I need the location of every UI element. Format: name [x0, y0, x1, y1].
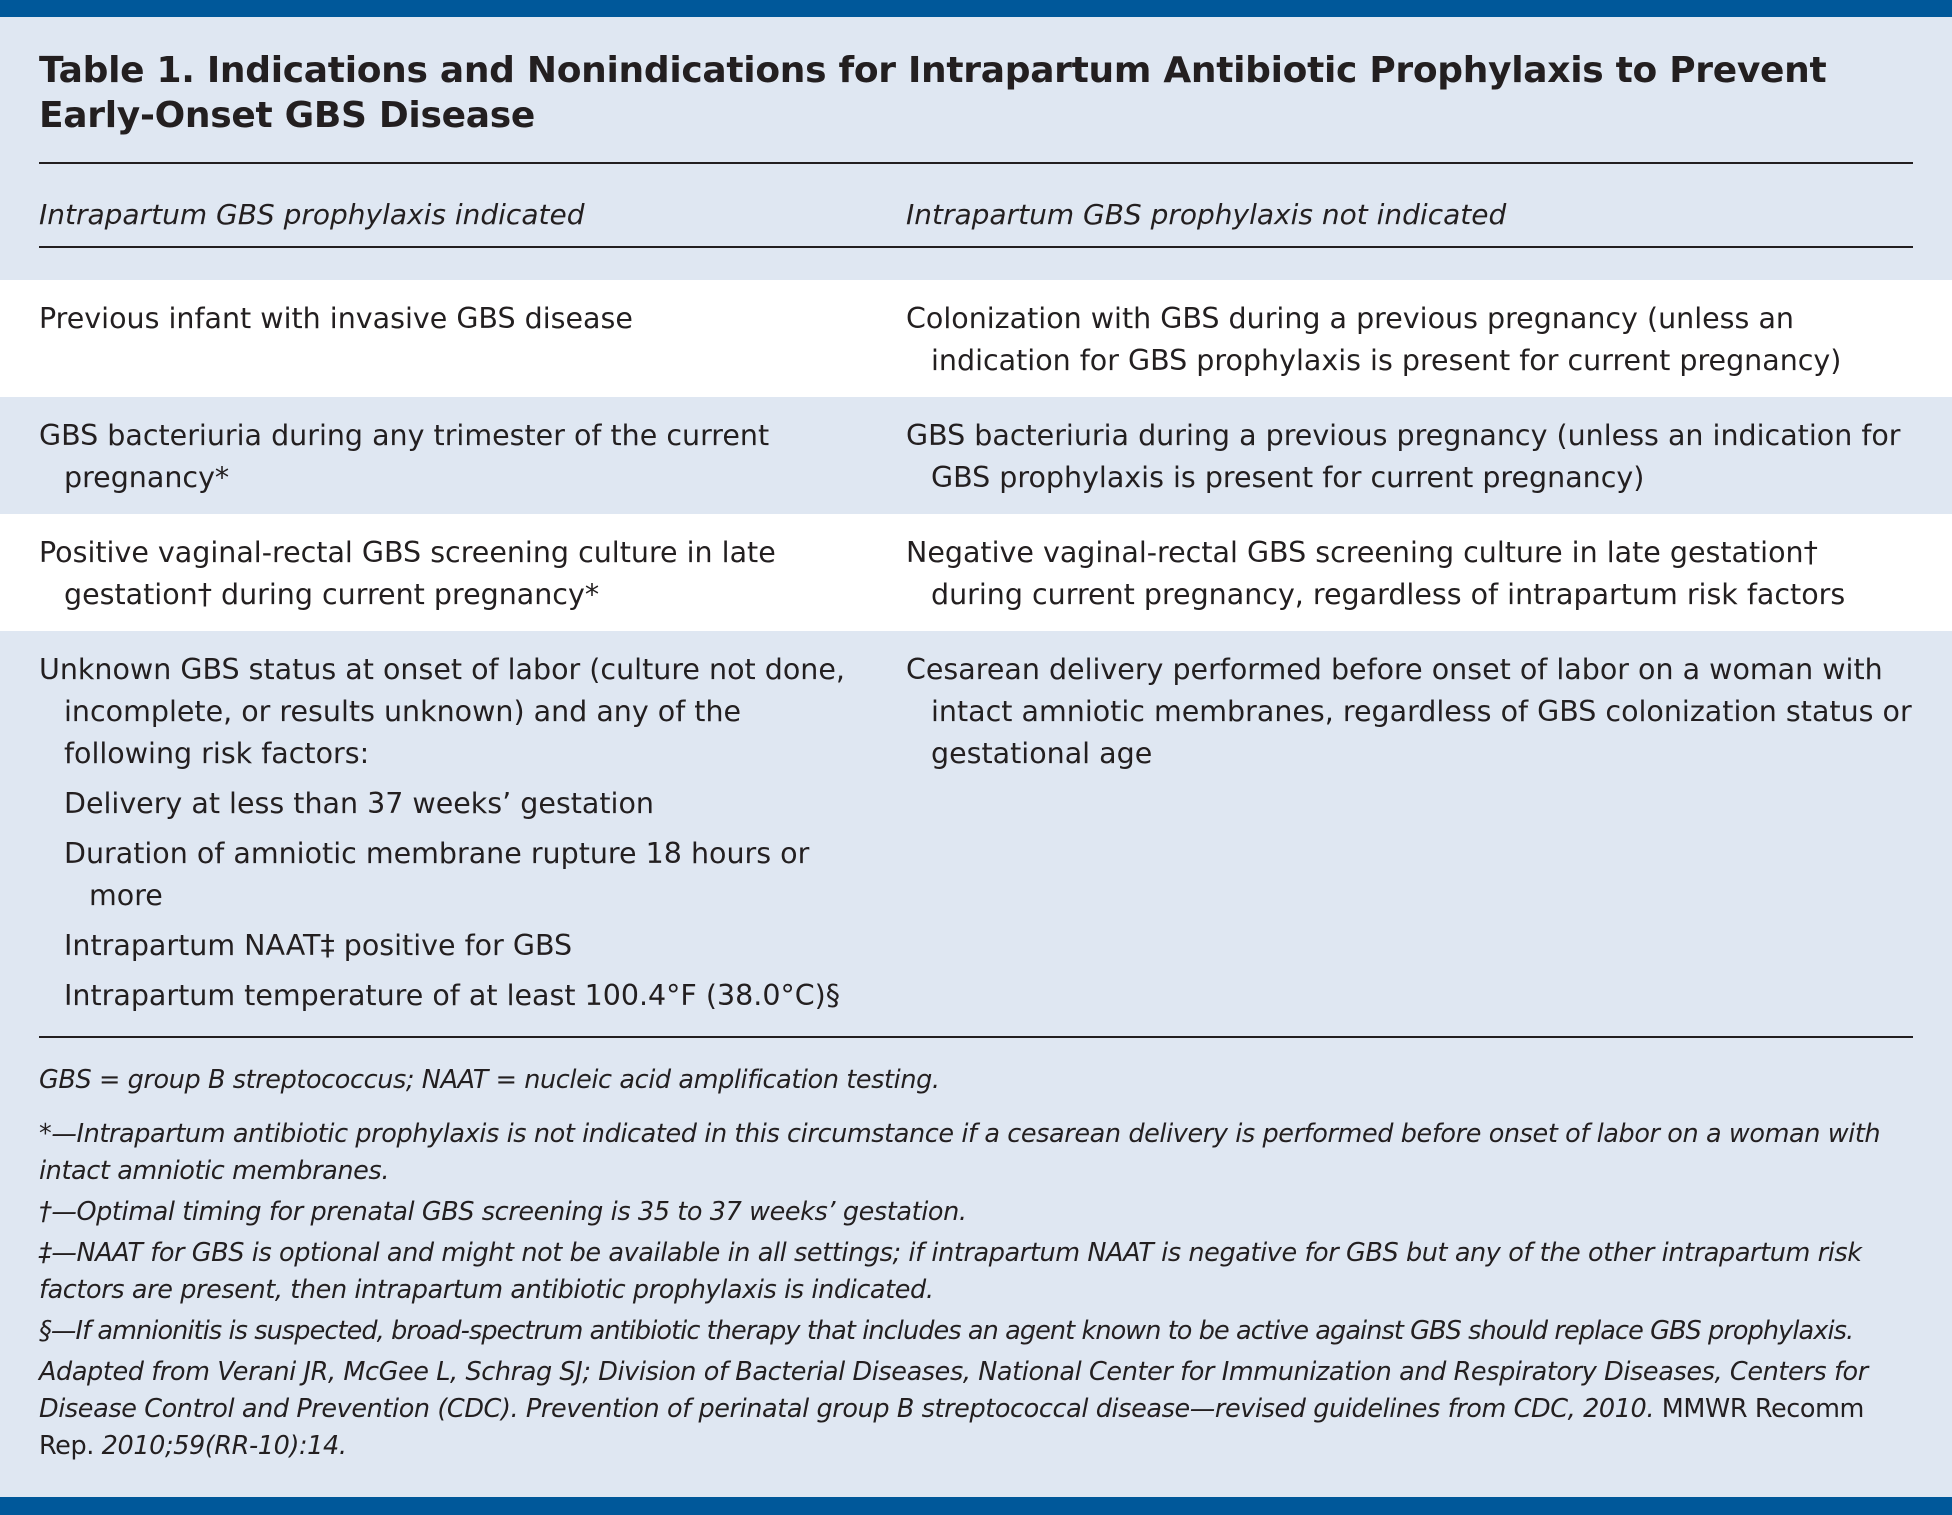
abbreviations-note: GBS = group B streptococcus; NAAT = nucleic acid amplification testing. [39, 1065, 940, 1095]
table-row [0, 514, 1952, 631]
footnote-star: *—Intrapartum antibiotic prophylaxis is not indicated in this circumstance if a cesarean delivery is performed before onset of labor on a woman with intact amniotic membranes. [39, 1119, 1881, 1186]
cell-indicated: Previous infant with invasive GBS disease [39, 302, 633, 335]
bottom-accent-bar [0, 1497, 1952, 1515]
footnote-section: §—If amnionitis is suspected, broad-spectrum antibiotic therapy that includes an agent known to be active against GBS should replace GBS prophylaxis. [39, 1316, 1854, 1346]
risk-factor: Intrapartum NAAT‡ positive for GBS [64, 929, 573, 962]
divider [39, 1036, 1913, 1038]
cell-indicated: GBS bacteriuria during any trimester of the current pregnancy* [39, 419, 770, 494]
footnote-dagger: †—Optimal timing for prenatal GBS screening is 35 to 37 weeks’ gestation. [39, 1197, 967, 1227]
cell-indicated: Positive vaginal-rectal GBS screening culture in late gestation† during current pregnancy* [39, 536, 776, 611]
table-row [0, 631, 1952, 1035]
risk-factor: Delivery at less than 37 weeks’ gestation [64, 787, 654, 820]
cell-indicated: Unknown GBS status at onset of labor (culture not done, incomplete, or results unknown) and any of the following risk factors: [39, 653, 845, 770]
table-title: Table 1. Indications and Nonindications for Intrapartum Antibiotic Prophylaxis to Prevent Early-Onset GBS Disease [39, 50, 1827, 136]
divider [39, 246, 1913, 248]
cell-not-indicated: Cesarean delivery performed before onset of labor on a woman with intact amniotic membranes, regardless of GBS colonization status or gestational age [906, 653, 1912, 770]
cell-not-indicated: Negative vaginal-rectal GBS screening culture in late gestation† during current pregnancy, regardless of intrapartum risk factors [906, 536, 1846, 611]
footnotes [39, 1062, 1919, 1469]
table-row [0, 397, 1952, 514]
source-citation [39, 1354, 1919, 1465]
citation-volume: 2010;59(RR-10):14. [93, 1431, 347, 1461]
risk-factor: Intrapartum temperature of at least 100.4°F (38.0°C)§ [64, 979, 840, 1012]
journal-name: MMWR Recomm Rep. [39, 1394, 1864, 1461]
citation-text: Adapted from Verani JR, McGee L, Schrag SJ; Division of Bacterial Diseases, National Center for Immunization and Respiratory Diseases, Centers for Disease Control and Prevention (CDC). Prevention of perinatal group B streptococcal disease—revised guidelines from CDC, 2010. [39, 1357, 1868, 1424]
risk-factor: Duration of amniotic membrane rupture 18 hours or more [64, 837, 810, 912]
cell-not-indicated: Colonization with GBS during a previous pregnancy (unless an indication for GBS prophylaxis is present for current pregnancy) [906, 302, 1842, 377]
footnote-double-dagger: ‡—NAAT for GBS is optional and might not be available in all settings; if intrapartum NAAT is negative for GBS but any of the other intrapartum risk factors are present, then intrapartum antibiotic prophylaxis is indicated. [39, 1238, 1862, 1305]
divider [39, 162, 1913, 164]
column-header-indicated: Intrapartum GBS prophylaxis indicated [39, 198, 585, 231]
column-header-not-indicated: Intrapartum GBS prophylaxis not indicated [906, 198, 1507, 231]
cell-not-indicated: GBS bacteriuria during a previous pregnancy (unless an indication for GBS prophylaxis is present for current pregnancy) [906, 419, 1901, 494]
table-row [0, 280, 1952, 397]
top-accent-bar [0, 0, 1952, 17]
